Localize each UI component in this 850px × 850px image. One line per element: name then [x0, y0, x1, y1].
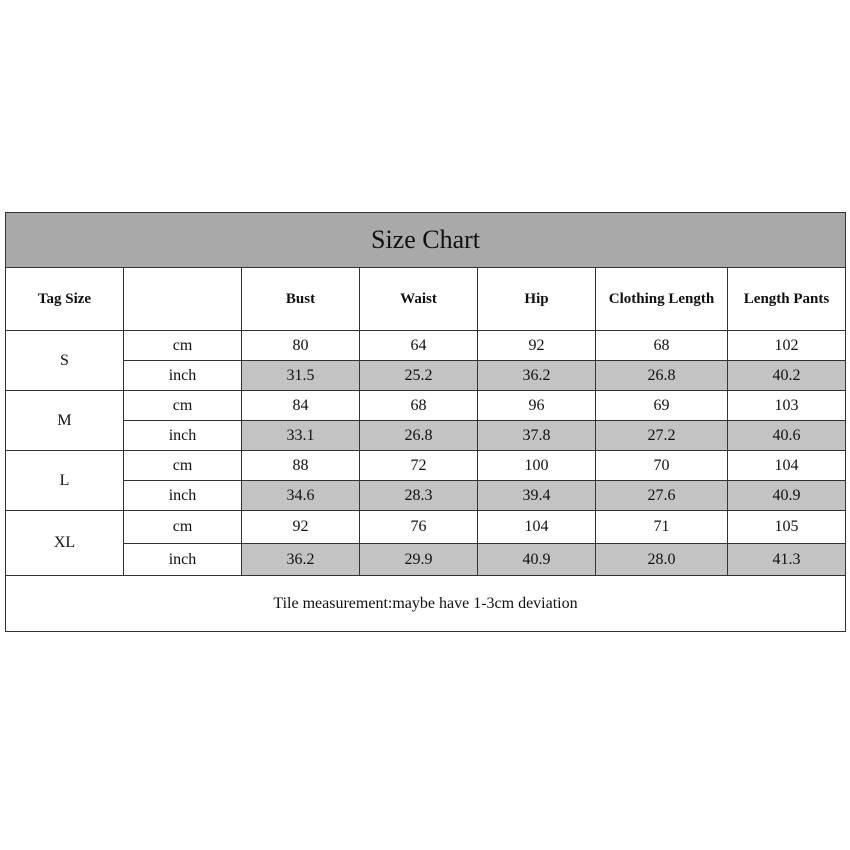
- header-bust: Bust: [242, 268, 360, 331]
- length-pants-cell: 102: [728, 331, 846, 361]
- waist-cell: 72: [360, 451, 478, 481]
- tag-size-cell: XL: [6, 511, 124, 576]
- hip-cell: 37.8: [478, 421, 596, 451]
- length-pants-cell: 104: [728, 451, 846, 481]
- bust-cell: 33.1: [242, 421, 360, 451]
- length-pants-cell: 40.9: [728, 481, 846, 511]
- length-pants-cell: 105: [728, 511, 846, 544]
- bust-cell: 80: [242, 331, 360, 361]
- measurement-note: Tile measurement:maybe have 1-3cm deviation: [6, 576, 846, 632]
- unit-cell: inch: [124, 421, 242, 451]
- hip-cell: 40.9: [478, 544, 596, 576]
- unit-cell: cm: [124, 331, 242, 361]
- unit-cell: inch: [124, 481, 242, 511]
- table-row: [6, 391, 846, 421]
- hip-cell: 36.2: [478, 361, 596, 391]
- waist-cell: 26.8: [360, 421, 478, 451]
- clothing-length-cell: 27.6: [596, 481, 728, 511]
- title-row: [6, 213, 846, 268]
- length-pants-cell: 103: [728, 391, 846, 421]
- clothing-length-cell: 68: [596, 331, 728, 361]
- table-row: [6, 544, 846, 576]
- hip-cell: 104: [478, 511, 596, 544]
- header-length-pants: Length Pants: [728, 268, 846, 331]
- length-pants-cell: 41.3: [728, 544, 846, 576]
- table-row: [6, 361, 846, 391]
- header-waist: Waist: [360, 268, 478, 331]
- clothing-length-cell: 27.2: [596, 421, 728, 451]
- clothing-length-cell: 70: [596, 451, 728, 481]
- table-row: [6, 331, 846, 361]
- table-row: [6, 511, 846, 544]
- unit-cell: inch: [124, 361, 242, 391]
- unit-cell: cm: [124, 391, 242, 421]
- header-clothing-length: Clothing Length: [596, 268, 728, 331]
- waist-cell: 28.3: [360, 481, 478, 511]
- bust-cell: 92: [242, 511, 360, 544]
- table-row: [6, 481, 846, 511]
- size-chart-table: [5, 212, 846, 632]
- unit-cell: cm: [124, 511, 242, 544]
- table-row: [6, 421, 846, 451]
- bust-cell: 84: [242, 391, 360, 421]
- waist-cell: 64: [360, 331, 478, 361]
- header-unit: [124, 268, 242, 331]
- table-row: [6, 451, 846, 481]
- header-tag-size: Tag Size: [6, 268, 124, 331]
- waist-cell: 25.2: [360, 361, 478, 391]
- bust-cell: 36.2: [242, 544, 360, 576]
- hip-cell: 100: [478, 451, 596, 481]
- tag-size-cell: L: [6, 451, 124, 511]
- waist-cell: 29.9: [360, 544, 478, 576]
- unit-cell: inch: [124, 544, 242, 576]
- unit-cell: cm: [124, 451, 242, 481]
- hip-cell: 92: [478, 331, 596, 361]
- clothing-length-cell: 26.8: [596, 361, 728, 391]
- bust-cell: 34.6: [242, 481, 360, 511]
- tag-size-cell: S: [6, 331, 124, 391]
- clothing-length-cell: 69: [596, 391, 728, 421]
- bust-cell: 88: [242, 451, 360, 481]
- clothing-length-cell: 71: [596, 511, 728, 544]
- length-pants-cell: 40.6: [728, 421, 846, 451]
- hip-cell: 96: [478, 391, 596, 421]
- tag-size-cell: M: [6, 391, 124, 451]
- header-hip: Hip: [478, 268, 596, 331]
- clothing-length-cell: 28.0: [596, 544, 728, 576]
- chart-title: Size Chart: [6, 213, 846, 268]
- waist-cell: 68: [360, 391, 478, 421]
- waist-cell: 76: [360, 511, 478, 544]
- header-row: [6, 268, 846, 331]
- hip-cell: 39.4: [478, 481, 596, 511]
- length-pants-cell: 40.2: [728, 361, 846, 391]
- note-row: [6, 576, 846, 632]
- bust-cell: 31.5: [242, 361, 360, 391]
